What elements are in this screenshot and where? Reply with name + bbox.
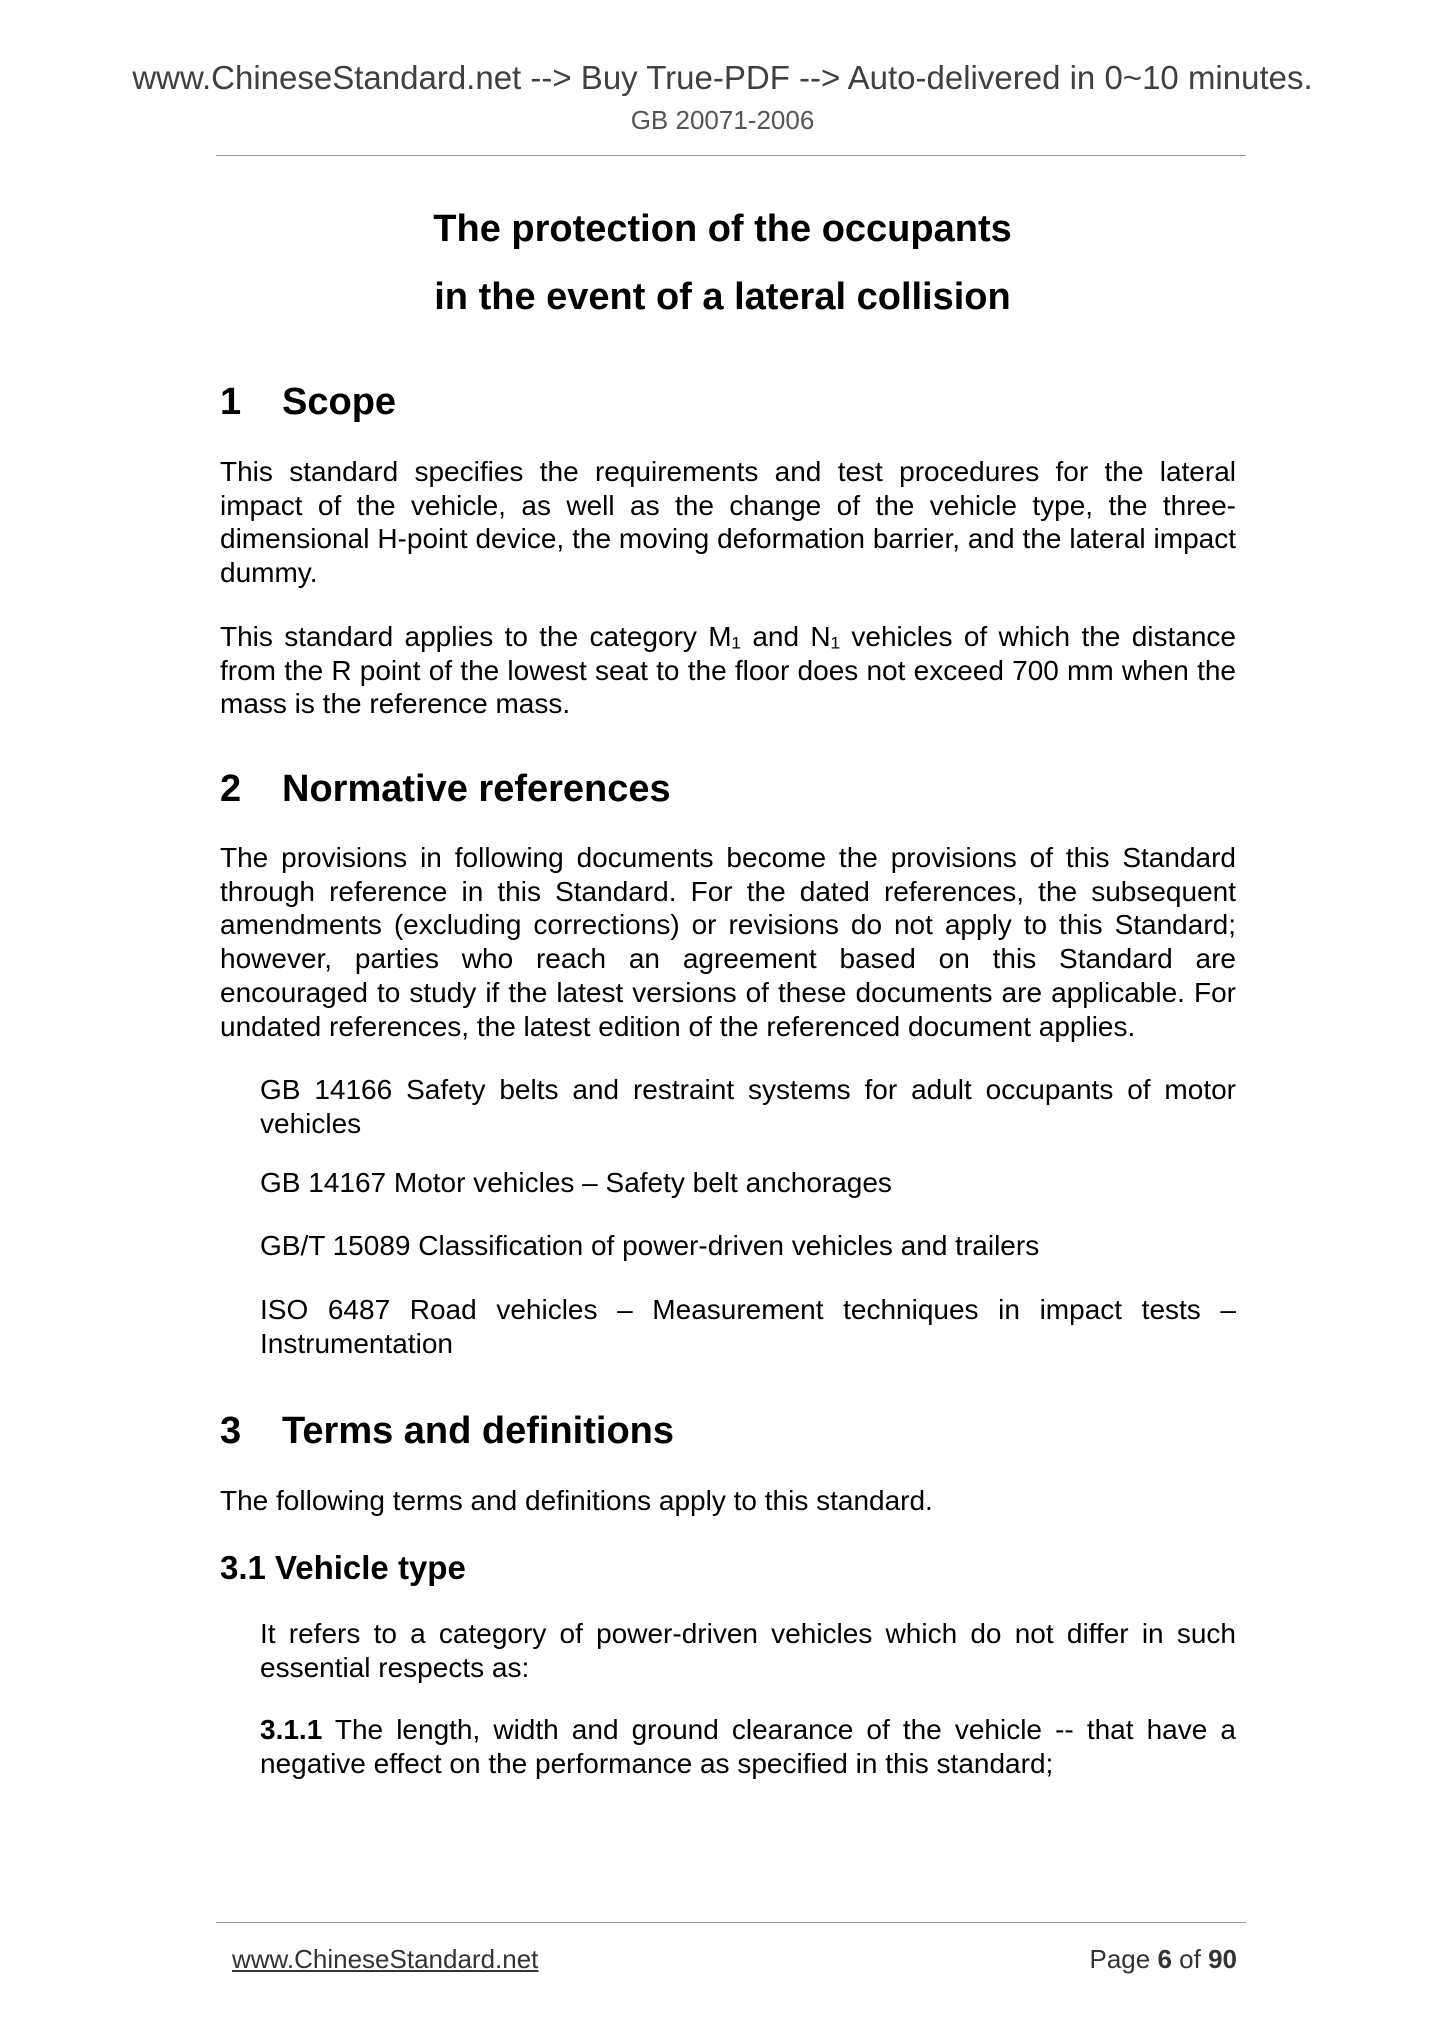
reference-item: ISO 6487 Road vehicles – Measurement techniques in impact tests – Instrumentation xyxy=(260,1294,1236,1359)
section-title: Scope xyxy=(282,381,397,423)
section-number: 1 xyxy=(220,381,242,423)
section-title: Terms and definitions xyxy=(282,1410,675,1452)
scope-paragraph-2: This standard applies to the category M₁ and N₁ vehicles of which the distance from the R point of the lowest seat to the floor does not exceed 700 mm when the mass is the reference mass. xyxy=(220,621,1236,720)
page-of-word: of xyxy=(1179,1944,1201,1974)
header-divider xyxy=(216,155,1246,156)
reference-item: GB/T 15089 Classification of power-driven vehicles and trailers xyxy=(260,1230,1040,1261)
section-heading-terms xyxy=(220,1409,674,1453)
current-page-number: 6 xyxy=(1157,1944,1172,1974)
section-title: Normative references xyxy=(282,768,671,810)
total-page-number: 90 xyxy=(1208,1944,1237,1974)
header-banner: www.ChineseStandard.net --> Buy True-PDF --> Auto-delivered in 0~10 minutes. xyxy=(132,59,1313,96)
document-title xyxy=(0,195,1445,331)
section-number: 2 xyxy=(220,768,242,810)
page-word: Page xyxy=(1089,1944,1151,1974)
clause-text: The length, width and ground clearance of the vehicle -- that have a negative effect on the performance as specified in this standard; xyxy=(260,1714,1236,1779)
document-title-line-1: The protection of the occupants xyxy=(433,208,1012,250)
clause-3-1-1 xyxy=(260,1713,1236,1780)
footer-divider xyxy=(216,1922,1246,1923)
terms-intro: The following terms and definitions apply to this standard. xyxy=(220,1485,933,1516)
vehicle-type-definition: It refers to a category of power-driven vehicles which do not differ in such essential respects as: xyxy=(260,1618,1236,1683)
footer-website-link[interactable]: www.ChineseStandard.net xyxy=(232,1944,539,1974)
section-heading-normative-references xyxy=(220,767,671,811)
clause-number: 3.1.1 xyxy=(260,1714,323,1745)
page-indicator xyxy=(1089,1944,1237,1974)
reference-item: GB 14167 Motor vehicles – Safety belt anchorages xyxy=(260,1167,892,1198)
scope-paragraph-1: This standard specifies the requirements and test procedures for the lateral impact of the vehicle, as well as the change of the vehicle type, the three-dimensional H-point device, the moving deformation barrier, and the lateral impact dummy. xyxy=(220,456,1236,589)
standard-code: GB 20071-2006 xyxy=(630,105,815,135)
subsection-heading-vehicle-type: 3.1 Vehicle type xyxy=(220,1549,466,1586)
section-number: 3 xyxy=(220,1410,242,1452)
section-heading-scope xyxy=(220,380,396,424)
normative-paragraph: The provisions in following documents become the provisions of this Standard through reference in this Standard. For the dated references, the subsequent amendments (excluding corrections) or revisions do not apply to this Standard; however, parties who reach an agreement based on this Standard are encouraged to study if the latest versions of these documents are applicable. For undated references, the latest edition of the referenced document applies. xyxy=(220,842,1236,1042)
reference-item: GB 14166 Safety belts and restraint systems for adult occupants of motor vehicles xyxy=(260,1074,1236,1139)
document-title-line-2: in the event of a lateral collision xyxy=(434,276,1011,318)
